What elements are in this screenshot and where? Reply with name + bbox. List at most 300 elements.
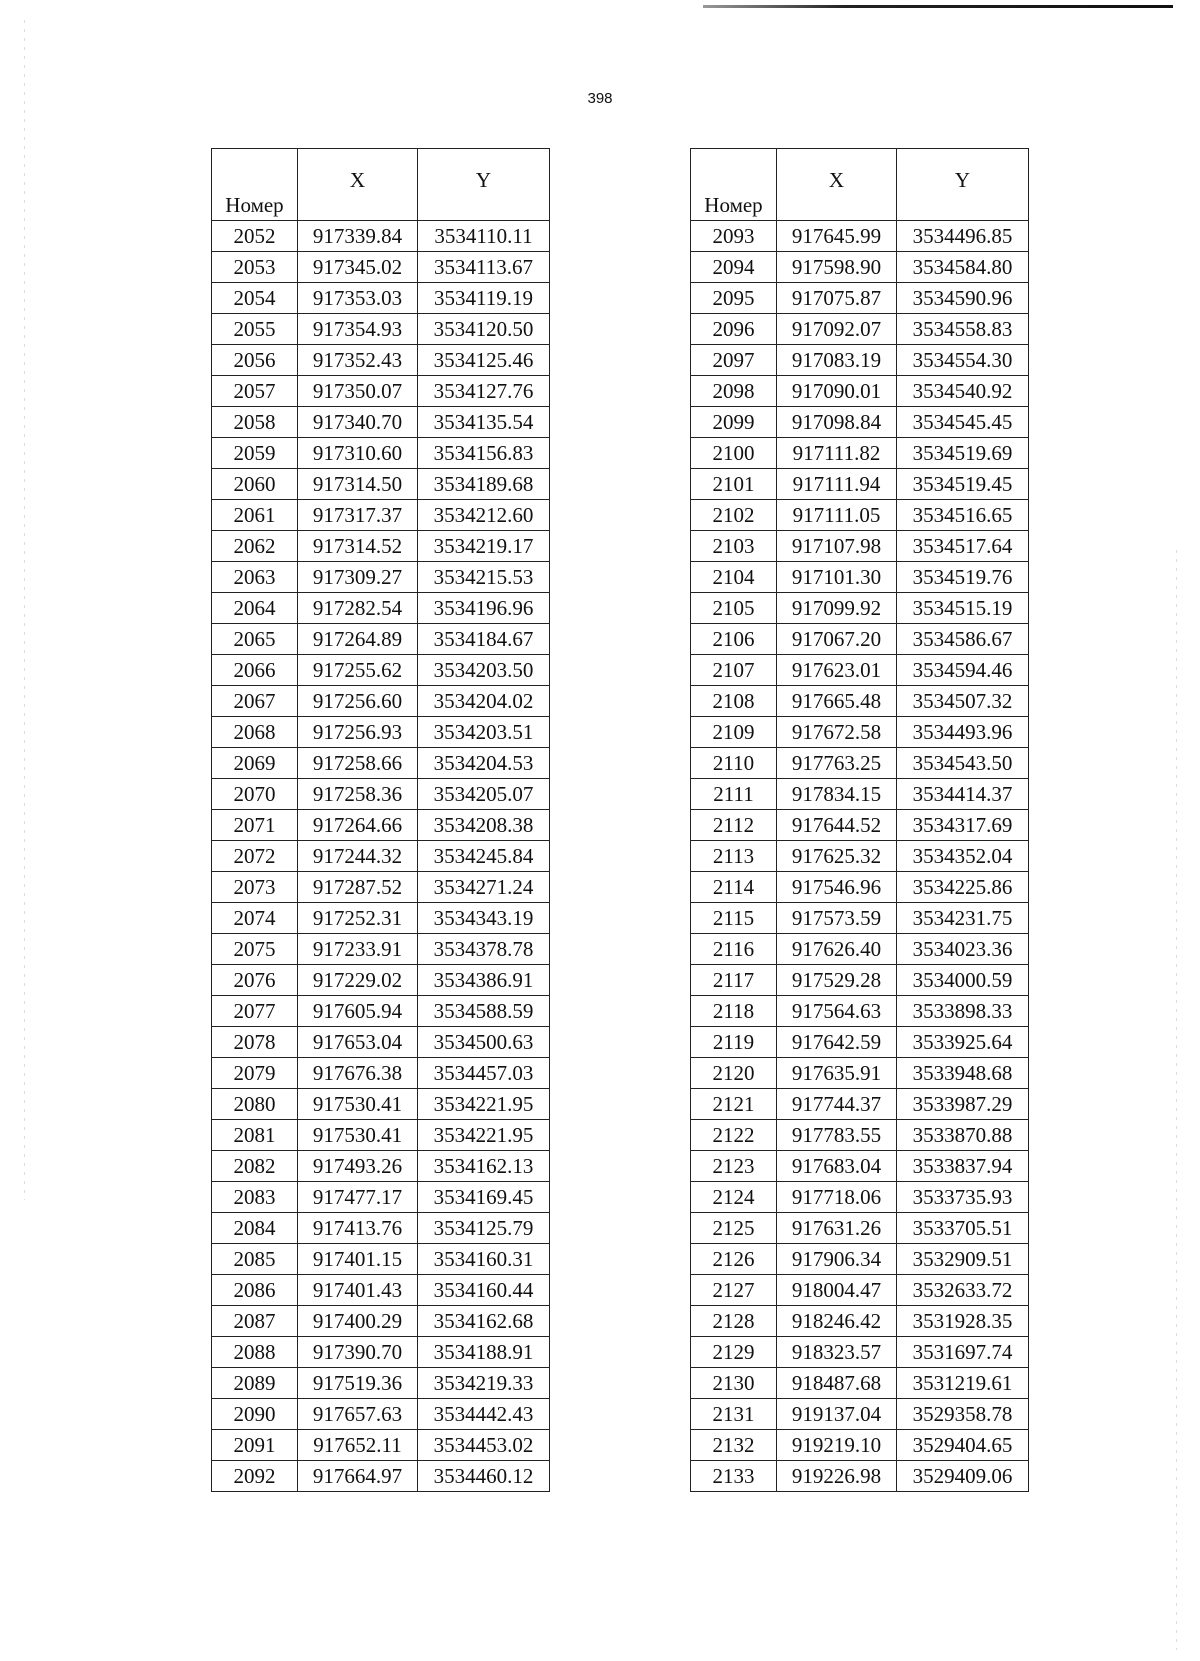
cell-number: 2121 [691,1089,777,1120]
cell-x: 917339.84 [298,221,418,252]
table-row [212,996,550,1027]
cell-number: 2130 [691,1368,777,1399]
cell-y: 3529404.65 [897,1430,1029,1461]
cell-x: 917075.87 [777,283,897,314]
cell-y: 3534378.78 [418,934,550,965]
cell-number: 2114 [691,872,777,903]
cell-number: 2085 [212,1244,298,1275]
cell-x: 917390.70 [298,1337,418,1368]
cell-x: 917413.76 [298,1213,418,1244]
cell-y: 3534196.96 [418,593,550,624]
table-row [212,252,550,283]
cell-x: 917099.92 [777,593,897,624]
cell-number: 2062 [212,531,298,562]
cell-x: 917083.19 [777,345,897,376]
cell-x: 917530.41 [298,1089,418,1120]
table-row [212,438,550,469]
cell-y: 3534586.67 [897,624,1029,655]
cell-number: 2103 [691,531,777,562]
table-row [212,345,550,376]
cell-y: 3532633.72 [897,1275,1029,1306]
cell-y: 3533948.68 [897,1058,1029,1089]
table-row [691,1275,1029,1306]
cell-y: 3534414.37 [897,779,1029,810]
table-row [691,841,1029,872]
cell-number: 2099 [691,407,777,438]
header-x: X [298,149,418,221]
cell-x: 917493.26 [298,1151,418,1182]
cell-x: 917652.11 [298,1430,418,1461]
cell-y: 3534023.36 [897,934,1029,965]
cell-x: 917573.59 [777,903,897,934]
cell-x: 917101.30 [777,562,897,593]
table-row [691,252,1029,283]
table-row [691,314,1029,345]
cell-number: 2093 [691,221,777,252]
header-row [691,149,1029,221]
cell-y: 3534120.50 [418,314,550,345]
cell-number: 2123 [691,1151,777,1182]
top-rule [703,5,1173,8]
cell-number: 2112 [691,810,777,841]
cell-number: 2108 [691,686,777,717]
table-row [212,655,550,686]
table-row [212,903,550,934]
cell-y: 3533705.51 [897,1213,1029,1244]
table-row [691,717,1029,748]
cell-x: 919226.98 [777,1461,897,1492]
cell-x: 917067.20 [777,624,897,655]
cell-number: 2096 [691,314,777,345]
cell-number: 2118 [691,996,777,1027]
cell-x: 917314.50 [298,469,418,500]
cell-y: 3534386.91 [418,965,550,996]
table-row [212,1089,550,1120]
cell-x: 917111.82 [777,438,897,469]
page-number: 398 [587,90,613,107]
cell-number: 2054 [212,283,298,314]
cell-number: 2128 [691,1306,777,1337]
cell-x: 917310.60 [298,438,418,469]
cell-x: 917477.17 [298,1182,418,1213]
cell-y: 3534594.46 [897,655,1029,686]
table-row [691,903,1029,934]
table-row [212,376,550,407]
table-row [691,500,1029,531]
cell-number: 2094 [691,252,777,283]
coordinates-table-right [690,148,1029,1492]
cell-number: 2089 [212,1368,298,1399]
cell-number: 2133 [691,1461,777,1492]
cell-number: 2055 [212,314,298,345]
cell-y: 3534135.54 [418,407,550,438]
table-row [691,562,1029,593]
cell-number: 2115 [691,903,777,934]
cell-number: 2095 [691,283,777,314]
table-body-right [691,221,1029,1492]
cell-y: 3534517.64 [897,531,1029,562]
table-row [212,779,550,810]
header-number: Номер [212,149,298,221]
table-row [691,469,1029,500]
cell-y: 3534343.19 [418,903,550,934]
scan-edge-right [1176,550,1177,1650]
cell-y: 3533870.88 [897,1120,1029,1151]
cell-number: 2109 [691,717,777,748]
cell-x: 917529.28 [777,965,897,996]
cell-number: 2132 [691,1430,777,1461]
cell-x: 917256.60 [298,686,418,717]
cell-number: 2065 [212,624,298,655]
cell-y: 3534540.92 [897,376,1029,407]
cell-x: 917665.48 [777,686,897,717]
cell-number: 2081 [212,1120,298,1151]
cell-x: 917644.52 [777,810,897,841]
cell-number: 2079 [212,1058,298,1089]
cell-x: 917256.93 [298,717,418,748]
cell-y: 3533898.33 [897,996,1029,1027]
cell-y: 3534169.45 [418,1182,550,1213]
cell-y: 3534204.02 [418,686,550,717]
cell-number: 2127 [691,1275,777,1306]
cell-y: 3534110.11 [418,221,550,252]
table-row [691,345,1029,376]
cell-x: 917354.93 [298,314,418,345]
cell-number: 2063 [212,562,298,593]
cell-y: 3534554.30 [897,345,1029,376]
cell-x: 917258.66 [298,748,418,779]
cell-x: 917783.55 [777,1120,897,1151]
table-row [691,1120,1029,1151]
cell-x: 917635.91 [777,1058,897,1089]
cell-number: 2101 [691,469,777,500]
cell-y: 3534205.07 [418,779,550,810]
table-row [691,407,1029,438]
table-row [212,283,550,314]
table-row [212,1151,550,1182]
cell-y: 3534208.38 [418,810,550,841]
table-row [691,748,1029,779]
table-row [691,1399,1029,1430]
cell-number: 2104 [691,562,777,593]
table-row [212,686,550,717]
cell-y: 3534442.43 [418,1399,550,1430]
cell-x: 917530.41 [298,1120,418,1151]
cell-x: 917282.54 [298,593,418,624]
table-row [691,1368,1029,1399]
cell-number: 2129 [691,1337,777,1368]
table-row [691,1089,1029,1120]
cell-y: 3534457.03 [418,1058,550,1089]
table-row [212,1275,550,1306]
cell-x: 917345.02 [298,252,418,283]
cell-x: 917352.43 [298,345,418,376]
cell-x: 917314.52 [298,531,418,562]
cell-number: 2102 [691,500,777,531]
table-row [691,1430,1029,1461]
cell-x: 917906.34 [777,1244,897,1275]
cell-y: 3534203.51 [418,717,550,748]
cell-x: 917244.32 [298,841,418,872]
table-row [212,1058,550,1089]
table-row [212,500,550,531]
table-row [212,314,550,345]
cell-y: 3531697.74 [897,1337,1029,1368]
cell-x: 919219.10 [777,1430,897,1461]
cell-number: 2058 [212,407,298,438]
cell-y: 3534113.67 [418,252,550,283]
coordinates-table-left [211,148,550,1492]
cell-number: 2076 [212,965,298,996]
cell-number: 2107 [691,655,777,686]
table-row [691,438,1029,469]
cell-y: 3529409.06 [897,1461,1029,1492]
table-row [691,1244,1029,1275]
cell-x: 917631.26 [777,1213,897,1244]
cell-x: 917625.32 [777,841,897,872]
cell-y: 3534271.24 [418,872,550,903]
left-table-wrap [211,148,550,1492]
table-row [212,1337,550,1368]
cell-number: 2056 [212,345,298,376]
cell-x: 917092.07 [777,314,897,345]
cell-x: 917107.98 [777,531,897,562]
table-row [212,965,550,996]
table-row [212,717,550,748]
cell-x: 917626.40 [777,934,897,965]
cell-x: 917400.29 [298,1306,418,1337]
cell-y: 3534127.76 [418,376,550,407]
table-row [691,624,1029,655]
cell-x: 917683.04 [777,1151,897,1182]
cell-x: 917111.05 [777,500,897,531]
cell-y: 3534225.86 [897,872,1029,903]
cell-y: 3534317.69 [897,810,1029,841]
cell-x: 917598.90 [777,252,897,283]
table-row [691,1151,1029,1182]
cell-number: 2106 [691,624,777,655]
cell-y: 3534184.67 [418,624,550,655]
cell-number: 2100 [691,438,777,469]
cell-x: 917252.31 [298,903,418,934]
table-row [691,810,1029,841]
cell-y: 3533987.29 [897,1089,1029,1120]
cell-number: 2059 [212,438,298,469]
table-row [212,407,550,438]
cell-x: 917287.52 [298,872,418,903]
table-row [691,221,1029,252]
cell-y: 3533735.93 [897,1182,1029,1213]
cell-x: 917657.63 [298,1399,418,1430]
table-row [212,624,550,655]
cell-number: 2080 [212,1089,298,1120]
cell-x: 917353.03 [298,283,418,314]
cell-x: 918004.47 [777,1275,897,1306]
cell-number: 2053 [212,252,298,283]
cell-x: 917718.06 [777,1182,897,1213]
cell-number: 2098 [691,376,777,407]
cell-number: 2131 [691,1399,777,1430]
cell-number: 2073 [212,872,298,903]
cell-y: 3534160.44 [418,1275,550,1306]
cell-y: 3534507.32 [897,686,1029,717]
table-row [691,1027,1029,1058]
cell-number: 2122 [691,1120,777,1151]
cell-x: 917653.04 [298,1027,418,1058]
cell-x: 917111.94 [777,469,897,500]
table-row [691,686,1029,717]
cell-number: 2069 [212,748,298,779]
cell-x: 917744.37 [777,1089,897,1120]
table-row [691,1337,1029,1368]
cell-y: 3534453.02 [418,1430,550,1461]
cell-x: 917255.62 [298,655,418,686]
cell-number: 2086 [212,1275,298,1306]
cell-y: 3532909.51 [897,1244,1029,1275]
cell-y: 3534519.69 [897,438,1029,469]
cell-y: 3534204.53 [418,748,550,779]
cell-x: 917664.97 [298,1461,418,1492]
header-row [212,149,550,221]
cell-x: 917564.63 [777,996,897,1027]
cell-y: 3534496.85 [897,221,1029,252]
table-row [212,1430,550,1461]
cell-number: 2120 [691,1058,777,1089]
cell-number: 2071 [212,810,298,841]
cell-y: 3534000.59 [897,965,1029,996]
header-x: X [777,149,897,221]
cell-y: 3534125.46 [418,345,550,376]
table-row [212,1306,550,1337]
cell-y: 3534500.63 [418,1027,550,1058]
cell-number: 2084 [212,1213,298,1244]
cell-x: 917090.01 [777,376,897,407]
cell-x: 917401.43 [298,1275,418,1306]
cell-y: 3529358.78 [897,1399,1029,1430]
cell-number: 2064 [212,593,298,624]
table-row [691,965,1029,996]
table-row [691,531,1029,562]
cell-y: 3534519.76 [897,562,1029,593]
cell-y: 3534245.84 [418,841,550,872]
cell-y: 3531219.61 [897,1368,1029,1399]
table-row [212,593,550,624]
cell-y: 3534543.50 [897,748,1029,779]
cell-y: 3534221.95 [418,1089,550,1120]
cell-number: 2119 [691,1027,777,1058]
table-row [691,934,1029,965]
cell-x: 917623.01 [777,655,897,686]
cell-y: 3534460.12 [418,1461,550,1492]
cell-number: 2111 [691,779,777,810]
cell-y: 3534125.79 [418,1213,550,1244]
cell-y: 3534212.60 [418,500,550,531]
cell-y: 3534156.83 [418,438,550,469]
cell-x: 917642.59 [777,1027,897,1058]
cell-y: 3534219.17 [418,531,550,562]
cell-x: 917350.07 [298,376,418,407]
table-row [691,1306,1029,1337]
cell-x: 917264.66 [298,810,418,841]
cell-y: 3531928.35 [897,1306,1029,1337]
table-row [212,841,550,872]
cell-y: 3534119.19 [418,283,550,314]
cell-y: 3534516.65 [897,500,1029,531]
cell-x: 917340.70 [298,407,418,438]
cell-y: 3534162.13 [418,1151,550,1182]
cell-x: 918323.57 [777,1337,897,1368]
table-row [212,1120,550,1151]
cell-number: 2052 [212,221,298,252]
cell-y: 3534162.68 [418,1306,550,1337]
cell-number: 2117 [691,965,777,996]
cell-y: 3534189.68 [418,469,550,500]
cell-x: 917605.94 [298,996,418,1027]
cell-y: 3534590.96 [897,283,1029,314]
cell-x: 917763.25 [777,748,897,779]
cell-number: 2057 [212,376,298,407]
table-row [212,469,550,500]
cell-number: 2110 [691,748,777,779]
cell-number: 2074 [212,903,298,934]
cell-y: 3534160.31 [418,1244,550,1275]
table-row [212,1244,550,1275]
cell-y: 3533925.64 [897,1027,1029,1058]
table-row [212,1461,550,1492]
cell-number: 2078 [212,1027,298,1058]
table-row [212,810,550,841]
header-y: Y [897,149,1029,221]
cell-y: 3534558.83 [897,314,1029,345]
table-row [212,562,550,593]
table-row [212,1213,550,1244]
cell-y: 3534215.53 [418,562,550,593]
scan-edge-left [24,20,25,1200]
cell-number: 2088 [212,1337,298,1368]
cell-x: 917309.27 [298,562,418,593]
cell-x: 919137.04 [777,1399,897,1430]
table-row [691,996,1029,1027]
cell-number: 2070 [212,779,298,810]
cell-number: 2066 [212,655,298,686]
table-row [212,1182,550,1213]
cell-x: 917519.36 [298,1368,418,1399]
table-row [691,593,1029,624]
cell-y: 3534545.45 [897,407,1029,438]
table-row [691,1213,1029,1244]
cell-x: 917233.91 [298,934,418,965]
cell-x: 918487.68 [777,1368,897,1399]
cell-y: 3534493.96 [897,717,1029,748]
cell-number: 2125 [691,1213,777,1244]
table-row [212,221,550,252]
table-row [212,1368,550,1399]
cell-y: 3534188.91 [418,1337,550,1368]
cell-number: 2068 [212,717,298,748]
cell-x: 917098.84 [777,407,897,438]
cell-number: 2091 [212,1430,298,1461]
cell-y: 3534203.50 [418,655,550,686]
cell-y: 3534519.45 [897,469,1029,500]
cell-x: 917546.96 [777,872,897,903]
cell-number: 2067 [212,686,298,717]
cell-number: 2072 [212,841,298,872]
right-table-wrap [690,148,1029,1492]
cell-number: 2082 [212,1151,298,1182]
header-y: Y [418,149,550,221]
table-row [691,872,1029,903]
cell-number: 2105 [691,593,777,624]
